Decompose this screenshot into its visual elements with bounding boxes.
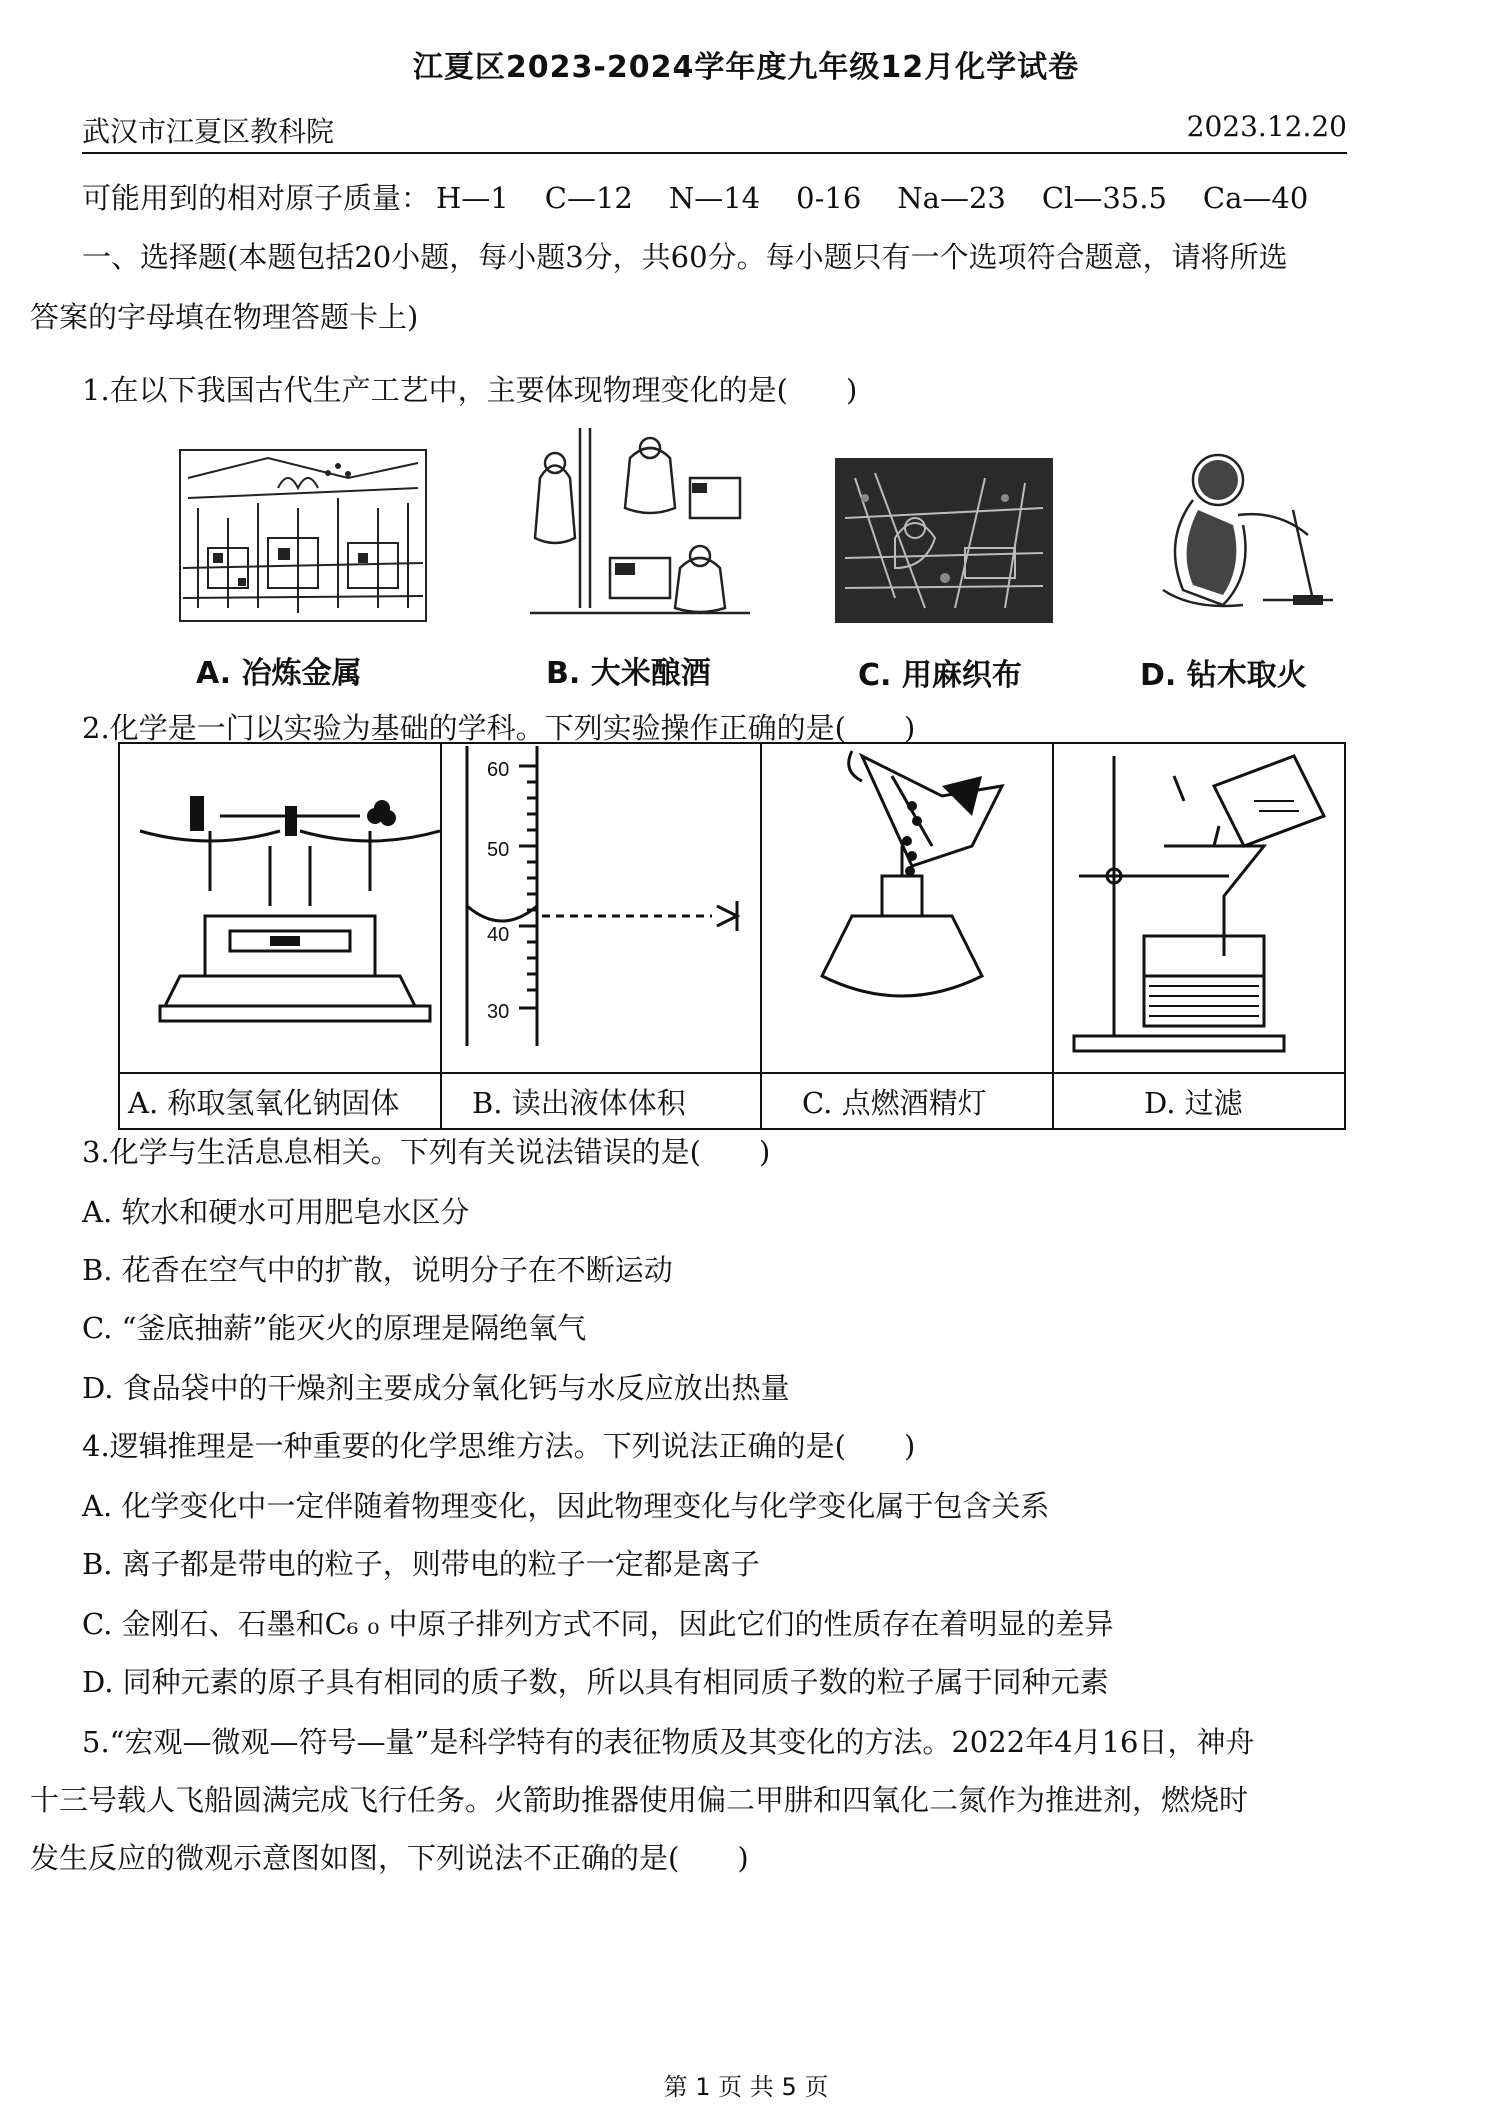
q1-image-brewing — [520, 418, 760, 628]
exam-title: 江夏区2023-2024学年度九年级12月化学试卷 — [412, 50, 1080, 85]
q5-line1: 5.“宏观—微观—符号—量”是科学特有的表征物质及其变化的方法。2022年4月16日，神舟 — [82, 1725, 1255, 1759]
q2-image-filtration — [1053, 743, 1345, 1073]
q2-stem: 2.化学是一门以实验为基础的学科。下列实验操作正确的是( ) — [82, 711, 916, 745]
q2-option-b: B. 读出液体体积 — [441, 1073, 761, 1129]
q1-stem: 1.在以下我国古代生产工艺中，主要体现物理变化的是( ) — [82, 373, 858, 407]
q1-option-d: D. 钻木取火 — [1140, 658, 1307, 693]
atomic-masses-label: 可能用到的相对原子质量： — [82, 181, 431, 215]
cylinder-tick-60: 60 — [487, 759, 510, 781]
q2-option-c: C. 点燃酒精灯 — [761, 1073, 1053, 1129]
q2-image-balance — [119, 743, 441, 1073]
q3-option-a: A. 软水和硬水可用肥皂水区分 — [82, 1195, 470, 1229]
mass-cl: Cl—35.5 — [1041, 181, 1167, 215]
mass-c: C—12 — [544, 181, 633, 215]
page-footer: 第 1 页 共 5 页 — [663, 2073, 829, 2101]
cylinder-tick-30: 30 — [487, 1001, 510, 1023]
q5-line3: 发生反应的微观示意图如图，下列说法不正确的是( ) — [30, 1841, 749, 1875]
q4-option-d: D. 同种元素的原子具有相同的质子数，所以具有相同质子数的粒子属于同种元素 — [82, 1665, 1109, 1699]
section-instructions-line2: 答案的字母填在物理答题卡上) — [30, 300, 419, 334]
q3-option-d: D. 食品袋中的干燥剂主要成分氧化钙与水反应放出热量 — [82, 1371, 790, 1405]
section-instructions-line1: 一、选择题(本题包括20小题，每小题3分，共60分。每小题只有一个选项符合题意，请将所选 — [82, 240, 1288, 274]
q1-option-a: A. 冶炼金属 — [196, 656, 362, 691]
q2-image-cylinder — [441, 743, 761, 1073]
q2-option-a: A. 称取氢氧化钠固体 — [119, 1073, 441, 1129]
q1-image-weaving — [835, 458, 1053, 623]
q4-option-a: A. 化学变化中一定伴随着物理变化，因此物理变化与化学变化属于包含关系 — [82, 1489, 1050, 1523]
q3-option-c: C. “釜底抽薪”能灭火的原理是隔绝氧气 — [82, 1311, 587, 1345]
q4-option-b: B. 离子都是带电的粒子，则带电的粒子一定都是离子 — [82, 1547, 760, 1581]
q3-stem: 3.化学与生活息息相关。下列有关说法错误的是( ) — [82, 1135, 771, 1169]
mass-na: Na—23 — [897, 181, 1006, 215]
q4-option-c: C. 金刚石、石墨和C₆ ₀ 中原子排列方式不同，因此它们的性质存在着明显的差异 — [82, 1607, 1114, 1641]
q2-options-table — [118, 742, 1346, 1130]
q1-image-fire-drilling — [1143, 440, 1338, 625]
cylinder-tick-50: 50 — [487, 839, 510, 861]
q5-line2: 十三号载人飞船圆满完成飞行任务。火箭助推器使用偏二甲肼和四氧化二氮作为推进剂，燃烧时 — [30, 1783, 1249, 1817]
mass-n: N—14 — [668, 181, 761, 215]
mass-h: H—1 — [436, 181, 509, 215]
q1-option-b: B. 大米酿酒 — [546, 656, 711, 691]
exam-meta-row — [82, 110, 1347, 154]
q1-image-smelting — [178, 448, 428, 623]
publisher: 武汉市江夏区教科院 — [82, 115, 335, 148]
q2-option-d: D. 过滤 — [1053, 1073, 1345, 1129]
atomic-masses — [82, 176, 1344, 217]
mass-o: 0-16 — [796, 181, 862, 215]
exam-date: 2023.12.20 — [1186, 110, 1347, 143]
q3-option-b: B. 花香在空气中的扩散，说明分子在不断运动 — [82, 1253, 673, 1287]
cylinder-tick-40: 40 — [487, 924, 510, 946]
q2-image-alcohol-lamp — [761, 743, 1053, 1073]
mass-ca: Ca—40 — [1202, 181, 1309, 215]
q4-stem: 4.逻辑推理是一种重要的化学思维方法。下列说法正确的是( ) — [82, 1429, 916, 1463]
q1-option-c: C. 用麻织布 — [858, 658, 1022, 693]
